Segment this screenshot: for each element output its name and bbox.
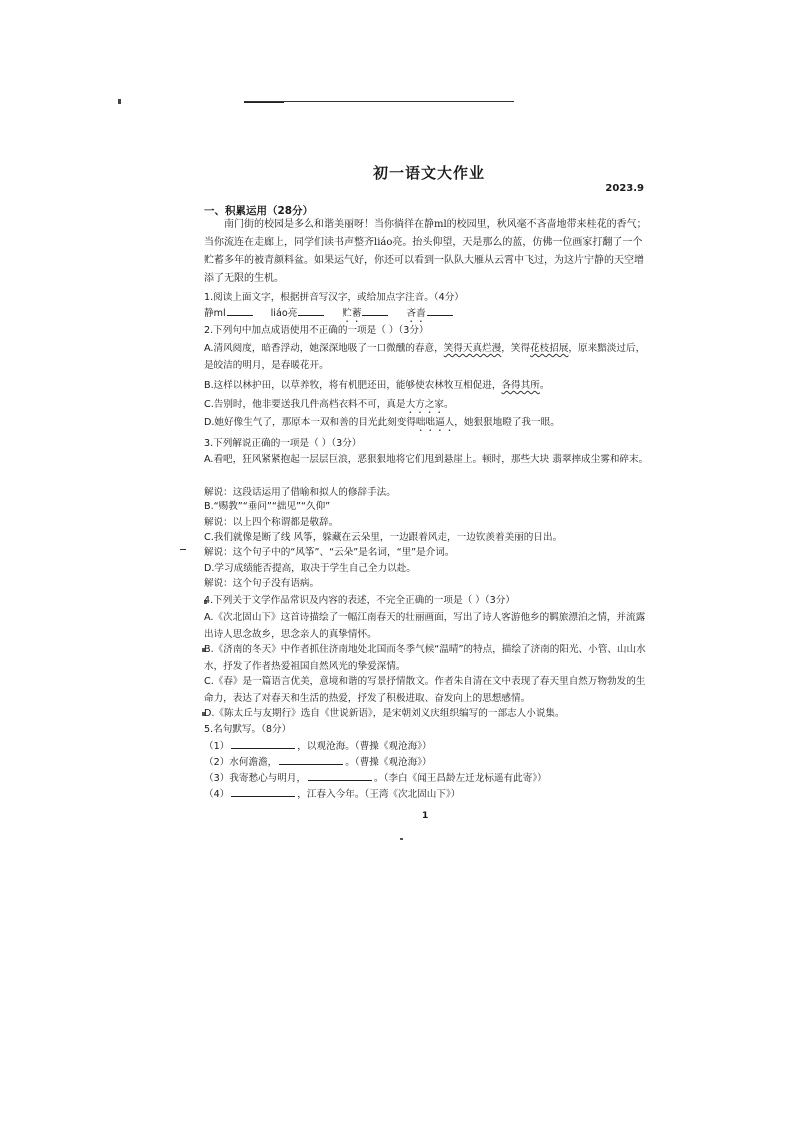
q2-option-b: B.这样以林护田，以草养牧，将有机肥还田，能够使农林牧互相促进，各得其所。 bbox=[204, 380, 550, 391]
q1-item: 静ml bbox=[204, 306, 257, 325]
page-title: 初一语文大作业 bbox=[372, 164, 485, 182]
q3-option-d: D.学习成绩能否提高，取决于学生自己全力以赴。 bbox=[204, 563, 416, 574]
q1-stem: 1.阅读上面文字，根据拼音写汉字，或给加点字注音。（4分） bbox=[204, 292, 464, 303]
q4-stem: 4.下列关于文学作品常识及内容的表述，不完全正确的一项是（ ）（3分） bbox=[204, 595, 515, 606]
header-rule bbox=[244, 101, 514, 102]
q4-option-b: B.《济南的冬天》中作者抓住济南地处北国而冬季气候“温晴”的特点，描绘了济南的阳光、小管、山山水水，抒发了作者热爱祖国自然风光的挚爱深情。 bbox=[204, 644, 646, 672]
q3-explanation-a: 解说：这段话运用了借喻和拟人的修辞手法。 bbox=[204, 487, 396, 498]
q3-option-a: A.看吧，狂风紧紧抱起一层层巨浪，恶狠狠地将它们甩到悬崖上。顿时，那些大块 翡翠摔成尘雾和碎末。 bbox=[204, 454, 649, 465]
q5-stem: 5.名句默写。（8分） bbox=[204, 724, 292, 735]
scan-mark bbox=[118, 99, 121, 104]
q1-item: liáo亮 bbox=[271, 306, 329, 325]
q1-item: 贮蓄 bbox=[342, 306, 392, 325]
q2-stem: 2.下列句中加点成语使用不正确的一项是（ ）（3分） bbox=[204, 325, 429, 336]
q2-option-c: C.告别时，他非要送我几件高档衣料不可，真是大方之家。 bbox=[204, 399, 454, 410]
q1-items bbox=[204, 306, 471, 325]
q3-stem: 3.下列解说正确的一项是（ ）（3分） bbox=[204, 438, 362, 449]
q3-option-b: B.“赐教”“垂问”“拙见”“久仰” bbox=[204, 501, 331, 512]
answer-blank[interactable] bbox=[308, 771, 372, 781]
scan-mark bbox=[400, 838, 403, 840]
answer-blank[interactable] bbox=[231, 787, 295, 797]
margin-mark bbox=[180, 549, 186, 550]
answer-blank[interactable] bbox=[362, 306, 388, 316]
answer-blank[interactable] bbox=[227, 306, 253, 316]
page-number: 1 bbox=[422, 811, 429, 821]
q1-item: 吝啬 bbox=[406, 306, 456, 325]
answer-blank[interactable] bbox=[231, 739, 295, 749]
q2-option-d: D.她好像生气了，那原本一双和善的目光此刻变得咄咄逼人，她狠狠地瞪了我一眼。 bbox=[204, 417, 560, 428]
q2-option-a: A.清风阅度，暗香浮动，她深深地吸了一口微醺的春意，笑得天真烂漫，笑得花枝招展，原来黯淡过后，是皎洁的明月，是春暖花开。 bbox=[204, 343, 646, 371]
q4-option-d: D.《陈太丘与友期行》选自《世说新语》，是宋朝刘义庆组织编写的一部志人小说集。 bbox=[204, 708, 565, 719]
q5-line-4: （4） ，江春入今年。（王湾《次北固山下》） bbox=[204, 789, 461, 800]
section-heading: 一、积累运用（28分） bbox=[204, 205, 314, 217]
answer-blank[interactable] bbox=[279, 755, 343, 765]
date-label: 2023.9 bbox=[605, 183, 644, 194]
q4-option-a: A.《次北固山下》这首诗描绘了一幅江南春天的壮丽画面，写出了诗人客游他乡的羁旅漂泊之情，并流露出诗人思念故乡，思念亲人的真挚情怀。 bbox=[204, 612, 646, 640]
q3-explanation-b: 解说：以上四个称谓都是敬辞。 bbox=[204, 517, 339, 528]
reading-passage: 南门街的校园是多么和谐美丽呀！当你徜徉在静ml的校园里，秋风毫不吝啬地带来桂花的香气；当你流连在走廊上，同学们读书声整齐liáo亮。抬头仰望，天是那么的蓝，仿佛一位画家打翻了一个贮蓄多年的被青颜料盆。如果运气好，你还可以看到一队队大雁从云霄中飞过，为这片宁静的天空增添了无限的生机。 bbox=[204, 219, 647, 284]
answer-blank[interactable] bbox=[427, 306, 453, 316]
q5-line-3: （3）我寄愁心与明月， 。（李白《闻王昌龄左迁龙标遥有此寄》） bbox=[204, 773, 547, 784]
q3-explanation-c: 解说：这个句子中的“风筝”、“云朵”是名词，“里”是介词。 bbox=[204, 547, 455, 558]
q5-line-1: （1） ，以观沧海。（曹操《观沧海》） bbox=[204, 741, 432, 752]
q5-line-2: （2）水何澹澹， 。（曹操《观沧海》） bbox=[204, 757, 432, 768]
q3-option-c: C.我们就像是断了线 风筝，躲藏在云朵里，一边跟着风走，一边钦羡着美丽的日出。 bbox=[204, 532, 563, 543]
q4-option-c: C.《春》是一篇语言优美，意境和谐的写景抒情散文。作者朱自清在文中表现了春天里自然万物勃发的生命力，表达了对春天和生活的热爱，抒发了积极进取、奋发向上的思想感情。 bbox=[204, 676, 646, 704]
q3-explanation-d: 解说：这个句子没有语病。 bbox=[204, 578, 320, 589]
answer-blank[interactable] bbox=[298, 306, 324, 316]
